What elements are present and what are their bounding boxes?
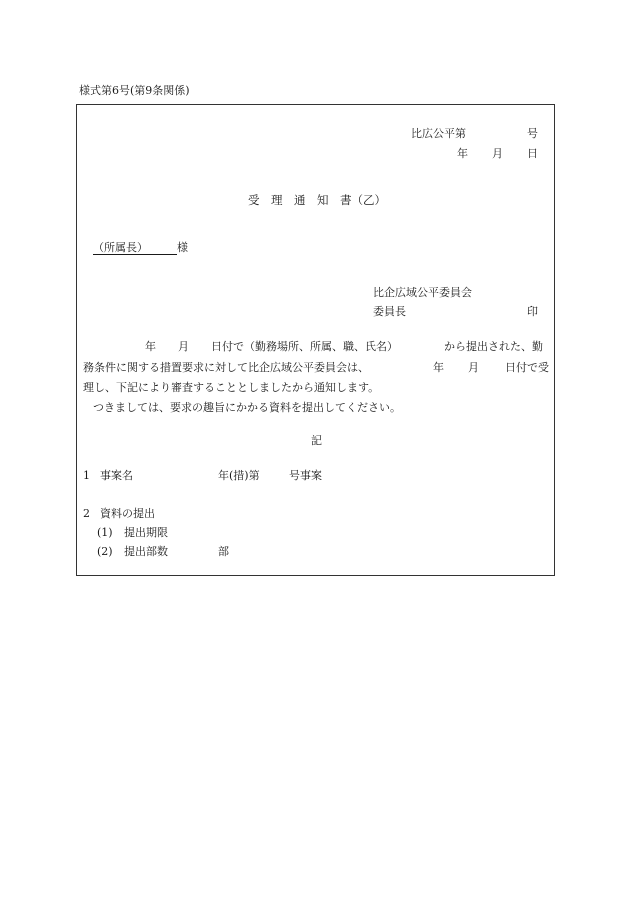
item2-label: 資料の提出: [100, 507, 155, 520]
body-line1-from: から提出された、勤: [444, 340, 543, 353]
item1-label: 事案名: [100, 469, 133, 482]
ki-heading: 記: [311, 434, 322, 447]
date-month-label: 月: [492, 147, 503, 160]
body-line1-date-suffix: 日付で（勤務場所、所属、職、氏名）: [211, 340, 398, 353]
sender-position: 委員長: [373, 305, 406, 318]
date-year-label: 年: [457, 147, 468, 160]
addressee-name: （所属長）: [93, 242, 177, 255]
item1-number: 1: [83, 469, 90, 482]
form-number-label: 様式第6号(第9条関係): [79, 84, 190, 97]
addressee-honorific: 様: [177, 241, 188, 254]
date-day-label: 日: [527, 147, 538, 160]
item1-case-suffix: 号事案: [289, 469, 322, 482]
body-line1-month: 月: [178, 340, 189, 353]
item2-sub2-number: (2): [97, 545, 113, 558]
body-line3: 理し、下記により審査することとしましたから通知します。: [83, 381, 380, 394]
body-line2-year: 年: [433, 361, 444, 374]
body-line1-year: 年: [145, 340, 156, 353]
body-line2-text: 務条件に関する措置要求に対して比企広域公平委員会は、: [83, 361, 369, 374]
item1-case-number: 年(措)第: [218, 469, 260, 482]
item2-number: 2: [83, 507, 90, 520]
addressee: [93, 242, 188, 255]
item2-sub1-label: 提出期限: [124, 526, 168, 539]
seal-mark: 印: [527, 305, 538, 318]
sender-organization: 比企広域公平委員会: [373, 286, 472, 299]
item2-sub2-unit: 部: [218, 545, 229, 558]
body-line2-month: 月: [468, 361, 479, 374]
document-title: 受 理 通 知 書（乙）: [248, 193, 386, 207]
document-number-suffix: 号: [527, 127, 538, 140]
document-number-prefix: 比広公平第: [411, 127, 466, 140]
body-line4: つきましては、要求の趣旨にかかる資料を提出してください。: [93, 401, 401, 414]
item2-sub2-label: 提出部数: [124, 545, 168, 558]
item2-sub1-number: (1): [97, 526, 113, 539]
body-line2-accept: 日付で受: [505, 361, 549, 374]
